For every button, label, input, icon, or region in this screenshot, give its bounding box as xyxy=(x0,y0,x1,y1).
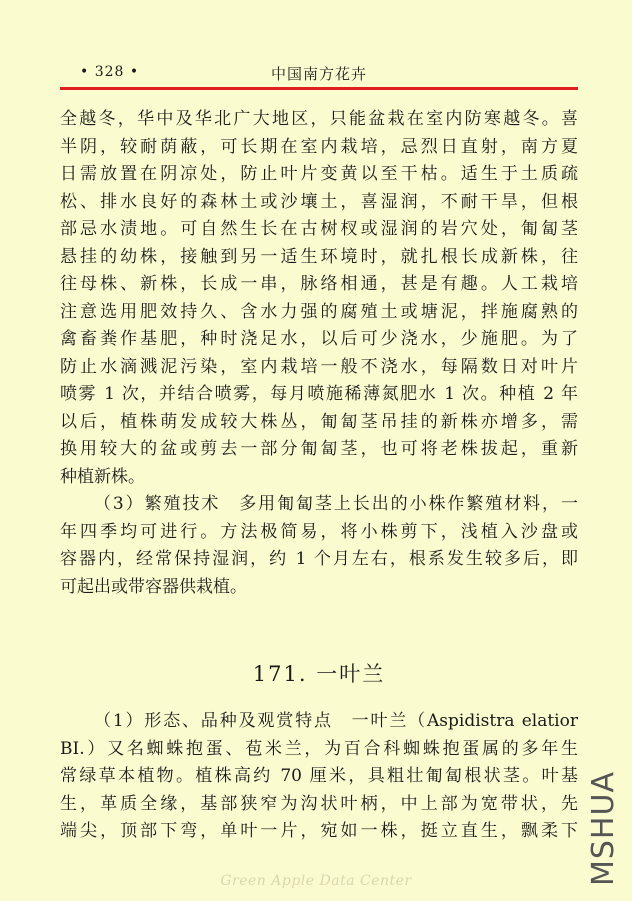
section-body xyxy=(60,708,578,846)
page-header xyxy=(60,62,578,86)
text-line: 防止水滴溅泥污染，室内栽培一般不浇水，每隔数日对叶片 xyxy=(60,356,578,377)
text-line: 可起出或带容器供栽植。 xyxy=(60,576,247,597)
text-line: 常绿草本植物。植株高约 70 厘米，具粗壮匍匐根状茎。叶基 xyxy=(60,766,578,786)
text-line: 半阴，较耐荫蔽，可长期在室内栽培，忌烈日直射，南方夏 xyxy=(60,136,578,157)
text-line: 生，革质全缘，基部狭窄为沟状叶柄，中上部为宽带状，先 xyxy=(60,793,578,814)
text-line: 悬挂的幼株，接触到另一适生环境时，就扎根长成新株，往 xyxy=(60,246,578,267)
header-rule xyxy=(60,87,578,90)
text-line: 容器内，经常保持湿润，约 1 个月左右，根系发生较多后，即 xyxy=(60,549,578,569)
side-watermark: MSHUA xyxy=(586,771,621,886)
text-line: 注意选用肥效持久、含水力强的腐殖土或塘泥，拌施腐熟的 xyxy=(60,301,578,322)
running-title: 中国南方花卉 xyxy=(270,65,367,83)
section-heading: 171. 一叶兰 xyxy=(252,662,386,686)
text-line: 全越冬，华中及华北广大地区，只能盆栽在室内防寒越冬。喜 xyxy=(60,109,578,129)
text-line: 禽畜粪作基肥，种时浇足水，以后可少浇水，少施肥。为了 xyxy=(60,329,578,349)
text-line: 种植新株。 xyxy=(60,466,145,487)
text-line: 喷雾 1 次，并结合喷雾，每月喷施稀薄氮肥水 1 次。种植 2 年 xyxy=(60,384,578,404)
text-line: 松、排水良好的森林土或沙壤土，喜湿润，不耐干旱，但根 xyxy=(60,191,578,212)
watermark: Green Apple Data Center xyxy=(220,873,412,889)
text-line: 以后，植株萌发成较大株丛，匍匐茎吊挂的新株亦增多，需 xyxy=(60,411,578,432)
text-line: 往母株、新株，长成一串，脉络相通，甚是有趣。人工栽培 xyxy=(60,274,578,294)
text-line: 年四季均可进行。方法极简易，将小株剪下，浅植入沙盘或 xyxy=(60,521,578,542)
text-line: （1）形态、品种及观赏特点 一叶兰（Aspidistra elatior xyxy=(94,711,578,731)
text-line: BI.）又名蜘蛛抱蛋、苞米兰，为百合科蜘蛛抱蛋属的多年生 xyxy=(60,738,578,759)
body-text xyxy=(60,106,578,601)
text-line: 部忌水渍地。可自然生长在古树杈或湿润的岩穴处，匍匐茎 xyxy=(60,219,578,239)
text-line: （3）繁殖技术 多用匍匐茎上长出的小株作繁殖材料，一 xyxy=(94,494,578,514)
text-line: 端尖，顶部下弯，单叶一片，宛如一株，挺立直生，飘柔下 xyxy=(60,821,578,841)
text-line: 换用较大的盆或剪去一部分匍匐茎，也可将老株拔起，重新 xyxy=(60,439,578,459)
text-line: 日需放置在阴凉处，防止叶片变黄以至干枯。适生于土质疏 xyxy=(60,164,578,184)
page-number: • 328 • xyxy=(80,64,140,80)
